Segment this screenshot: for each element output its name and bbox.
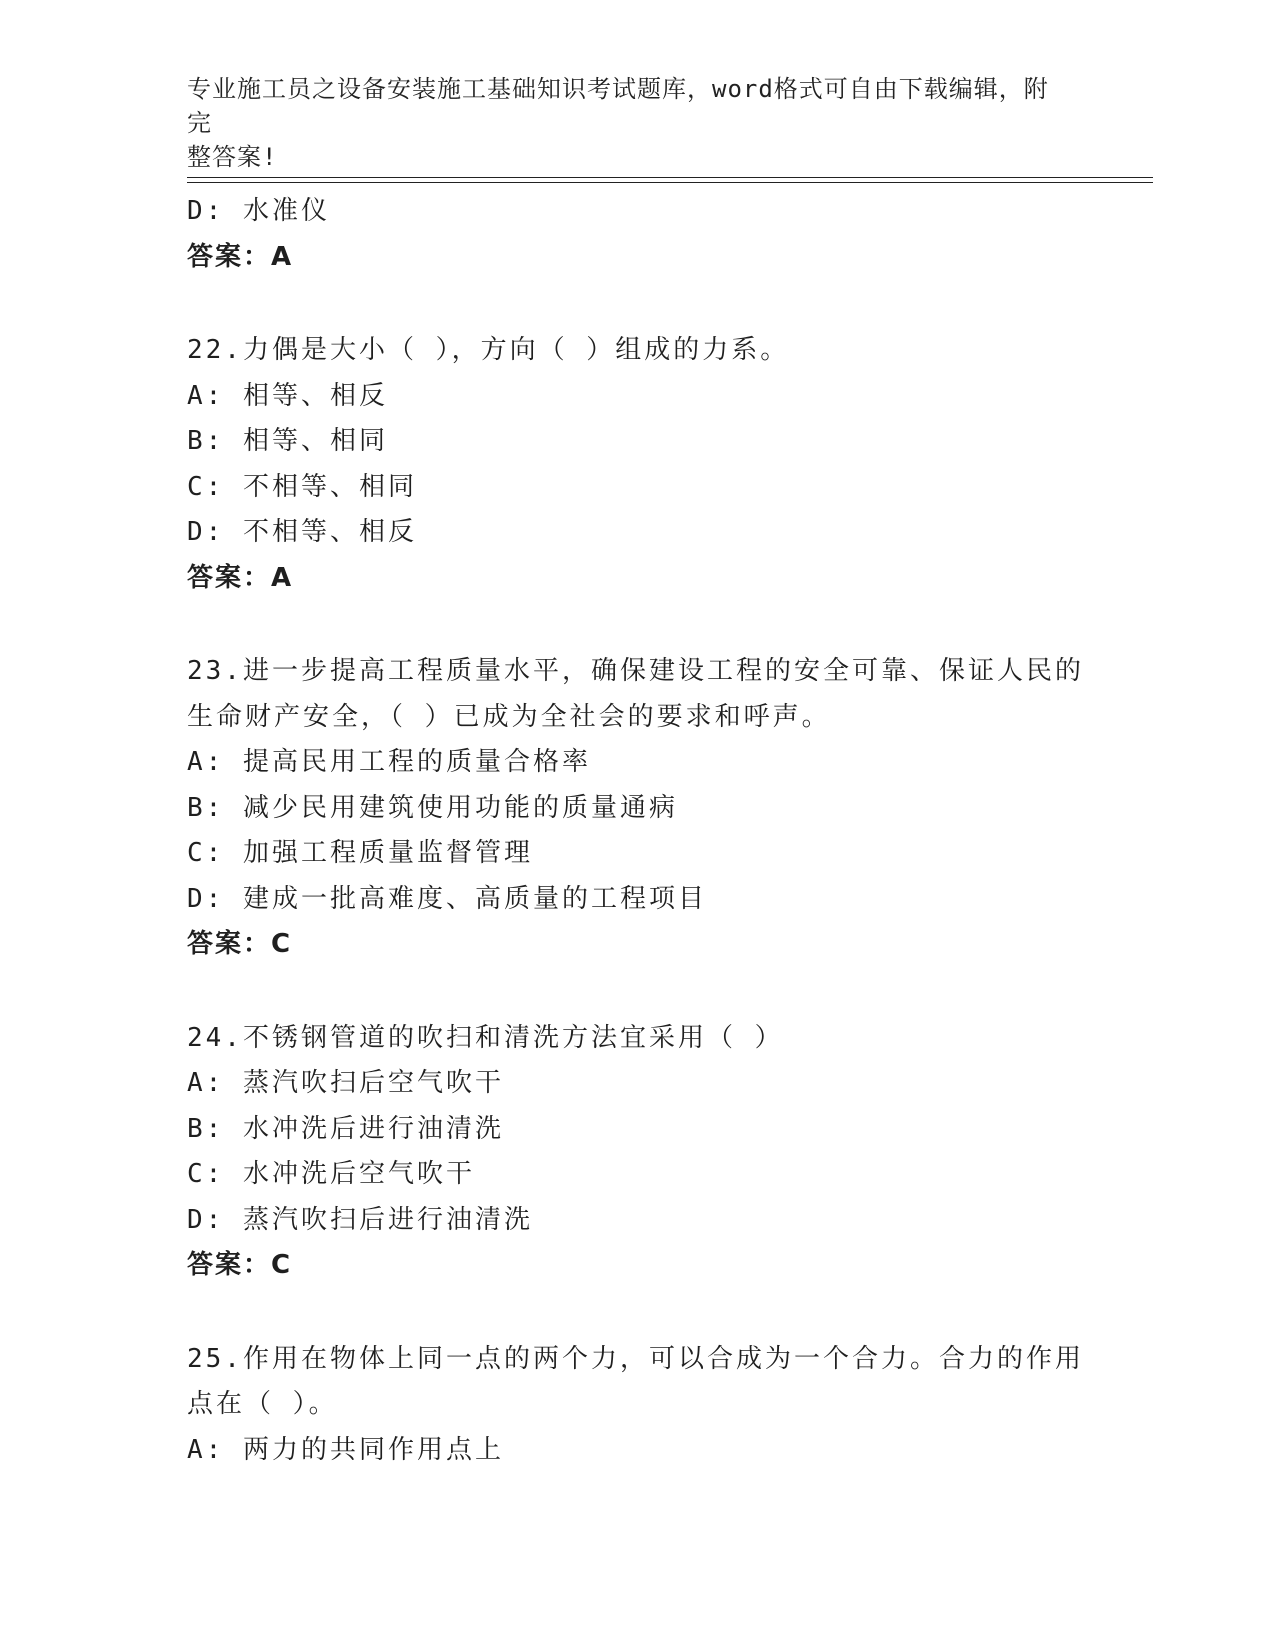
- header-line-1: 专业施工员之设备安装施工基础知识考试题库，word格式可自由下载编辑，附完: [187, 75, 1049, 137]
- option-a: A: 提高民用工程的质量合格率: [187, 747, 591, 777]
- option-c: C: 加强工程质量监督管理: [187, 838, 533, 868]
- answer: 答案：C: [187, 1250, 293, 1280]
- question-stem: 22.力偶是大小（ ），方向（ ）组成的力系。: [187, 335, 790, 365]
- spacer: [187, 280, 1087, 328]
- question-stem-continued: 点在（ ）。: [187, 1389, 338, 1419]
- option-a: A: 蒸汽吹扫后空气吹干: [187, 1068, 504, 1098]
- option-b: B: 相等、相同: [187, 426, 388, 456]
- option-c: C: 水冲洗后空气吹干: [187, 1159, 475, 1189]
- header-line-2: 整答案!: [187, 143, 278, 171]
- question-24: [187, 1016, 1087, 1289]
- document-header: [187, 72, 1067, 174]
- question-stem: 24.不锈钢管道的吹扫和清洗方法宜采用（ ）: [187, 1022, 784, 1053]
- answer: 答案：C: [187, 929, 293, 959]
- option-d: D: 建成一批高难度、高质量的工程项目: [187, 883, 707, 914]
- option-b: B: 减少民用建筑使用功能的质量通病: [187, 792, 678, 823]
- option-a: A: 相等、相反: [187, 380, 388, 411]
- question-23: [187, 649, 1087, 968]
- header-divider-top: [187, 177, 1153, 178]
- option-a: A: 两力的共同作用点上: [187, 1434, 504, 1465]
- option-d-q21: D: 水准仪: [187, 196, 330, 226]
- option-d: D: 不相等、相反: [187, 517, 417, 547]
- header-divider-bottom: [187, 182, 1153, 183]
- question-stem: 23.进一步提高工程质量水平，确保建设工程的安全可靠、保证人民的: [187, 656, 1084, 686]
- spacer: [187, 601, 1087, 649]
- spacer: [187, 968, 1087, 1016]
- question-25: [187, 1337, 1087, 1474]
- spacer: [187, 1289, 1087, 1337]
- question-stem: 25.作用在物体上同一点的两个力，可以合成为一个合力。合力的作用: [187, 1343, 1084, 1374]
- option-d: D: 蒸汽吹扫后进行油清洗: [187, 1204, 533, 1235]
- option-c: C: 不相等、相同: [187, 471, 417, 502]
- answer: 答案：A: [187, 562, 294, 593]
- option-b: B: 水冲洗后进行油清洗: [187, 1113, 504, 1144]
- question-list: [187, 189, 1087, 1473]
- answer-q21: 答案：A: [187, 241, 294, 272]
- question-22: [187, 328, 1087, 601]
- question-stem-continued: 生命财产安全，（ ）已成为全社会的要求和呼声。: [187, 701, 831, 732]
